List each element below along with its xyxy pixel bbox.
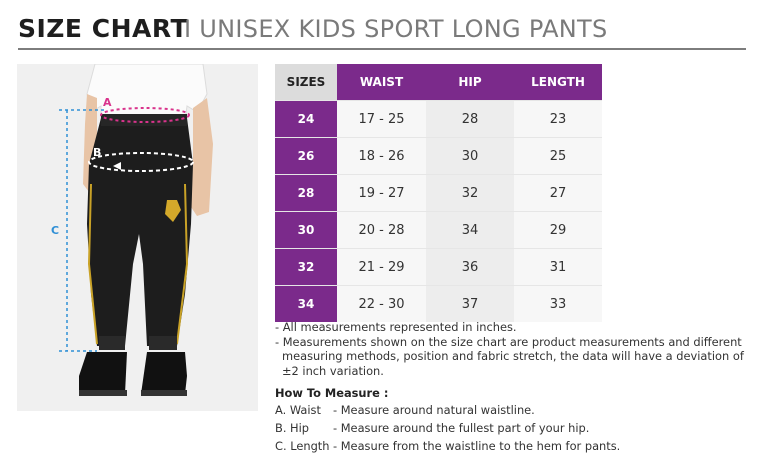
size-cell: 24 bbox=[275, 101, 337, 137]
how-to-text: - Measure from the waistline to the hem for pants. bbox=[333, 439, 621, 453]
table-row bbox=[275, 212, 602, 249]
header-hip: HIP bbox=[426, 64, 514, 100]
page-header bbox=[18, 12, 746, 50]
table-row bbox=[275, 101, 602, 138]
size-cell: 32 bbox=[275, 249, 337, 285]
table-row bbox=[275, 175, 602, 212]
table-header-row bbox=[275, 64, 602, 101]
size-cell: 30 bbox=[275, 212, 337, 248]
length-cell: 23 bbox=[514, 101, 602, 137]
length-cell: 25 bbox=[514, 138, 602, 174]
page-subtitle: I UNISEX KIDS SPORT LONG PANTS bbox=[184, 15, 608, 43]
how-to-measure-title: How To Measure : bbox=[275, 386, 389, 400]
kid-pants-illustration bbox=[17, 64, 258, 411]
how-to-item-length bbox=[275, 439, 620, 453]
how-to-text: - Measure around the fullest part of your hip. bbox=[333, 421, 590, 435]
length-cell: 27 bbox=[514, 175, 602, 211]
how-to-item-hip bbox=[275, 421, 589, 435]
waist-cell: 19 - 27 bbox=[337, 175, 426, 211]
table-row bbox=[275, 249, 602, 286]
table-row bbox=[275, 138, 602, 175]
size-cell: 28 bbox=[275, 175, 337, 211]
label-a: A bbox=[103, 96, 112, 109]
hip-cell: 36 bbox=[426, 249, 514, 285]
waist-cell: 20 - 28 bbox=[337, 212, 426, 248]
note-units: - All measurements represented in inches. bbox=[275, 320, 517, 334]
header-length: LENGTH bbox=[514, 64, 602, 100]
how-to-key: A. Waist bbox=[275, 403, 321, 417]
size-cell: 34 bbox=[275, 286, 337, 322]
measurement-notes bbox=[275, 320, 745, 378]
hip-cell: 32 bbox=[426, 175, 514, 211]
length-cell: 31 bbox=[514, 249, 602, 285]
header-sizes: SIZES bbox=[275, 64, 337, 100]
product-photo bbox=[17, 64, 258, 411]
waist-cell: 17 - 25 bbox=[337, 101, 426, 137]
how-to-key: B. Hip bbox=[275, 421, 310, 435]
note-deviation: - Measurements shown on the size chart are product measurements and different measuring methods, position and fabric stretch, the data will have a deviation of ±2 inch variation. bbox=[275, 334, 744, 378]
how-to-text: - Measure around natural waistline. bbox=[333, 403, 535, 417]
hip-cell: 37 bbox=[426, 286, 514, 322]
table-row bbox=[275, 286, 602, 322]
waist-cell: 22 - 30 bbox=[337, 286, 426, 322]
size-table bbox=[275, 64, 602, 322]
hip-cell: 30 bbox=[426, 138, 514, 174]
how-to-item-waist bbox=[275, 403, 535, 417]
length-cell: 29 bbox=[514, 212, 602, 248]
waist-cell: 18 - 26 bbox=[337, 138, 426, 174]
label-c: C bbox=[51, 224, 60, 237]
waist-cell: 21 - 29 bbox=[337, 249, 426, 285]
hip-cell: 28 bbox=[426, 101, 514, 137]
page-title: SIZE CHART bbox=[18, 14, 189, 43]
size-cell: 26 bbox=[275, 138, 337, 174]
hip-cell: 34 bbox=[426, 212, 514, 248]
how-to-key: C. Length bbox=[275, 439, 330, 453]
length-cell: 33 bbox=[514, 286, 602, 322]
header-waist: WAIST bbox=[337, 64, 426, 100]
label-b: B bbox=[93, 146, 102, 159]
